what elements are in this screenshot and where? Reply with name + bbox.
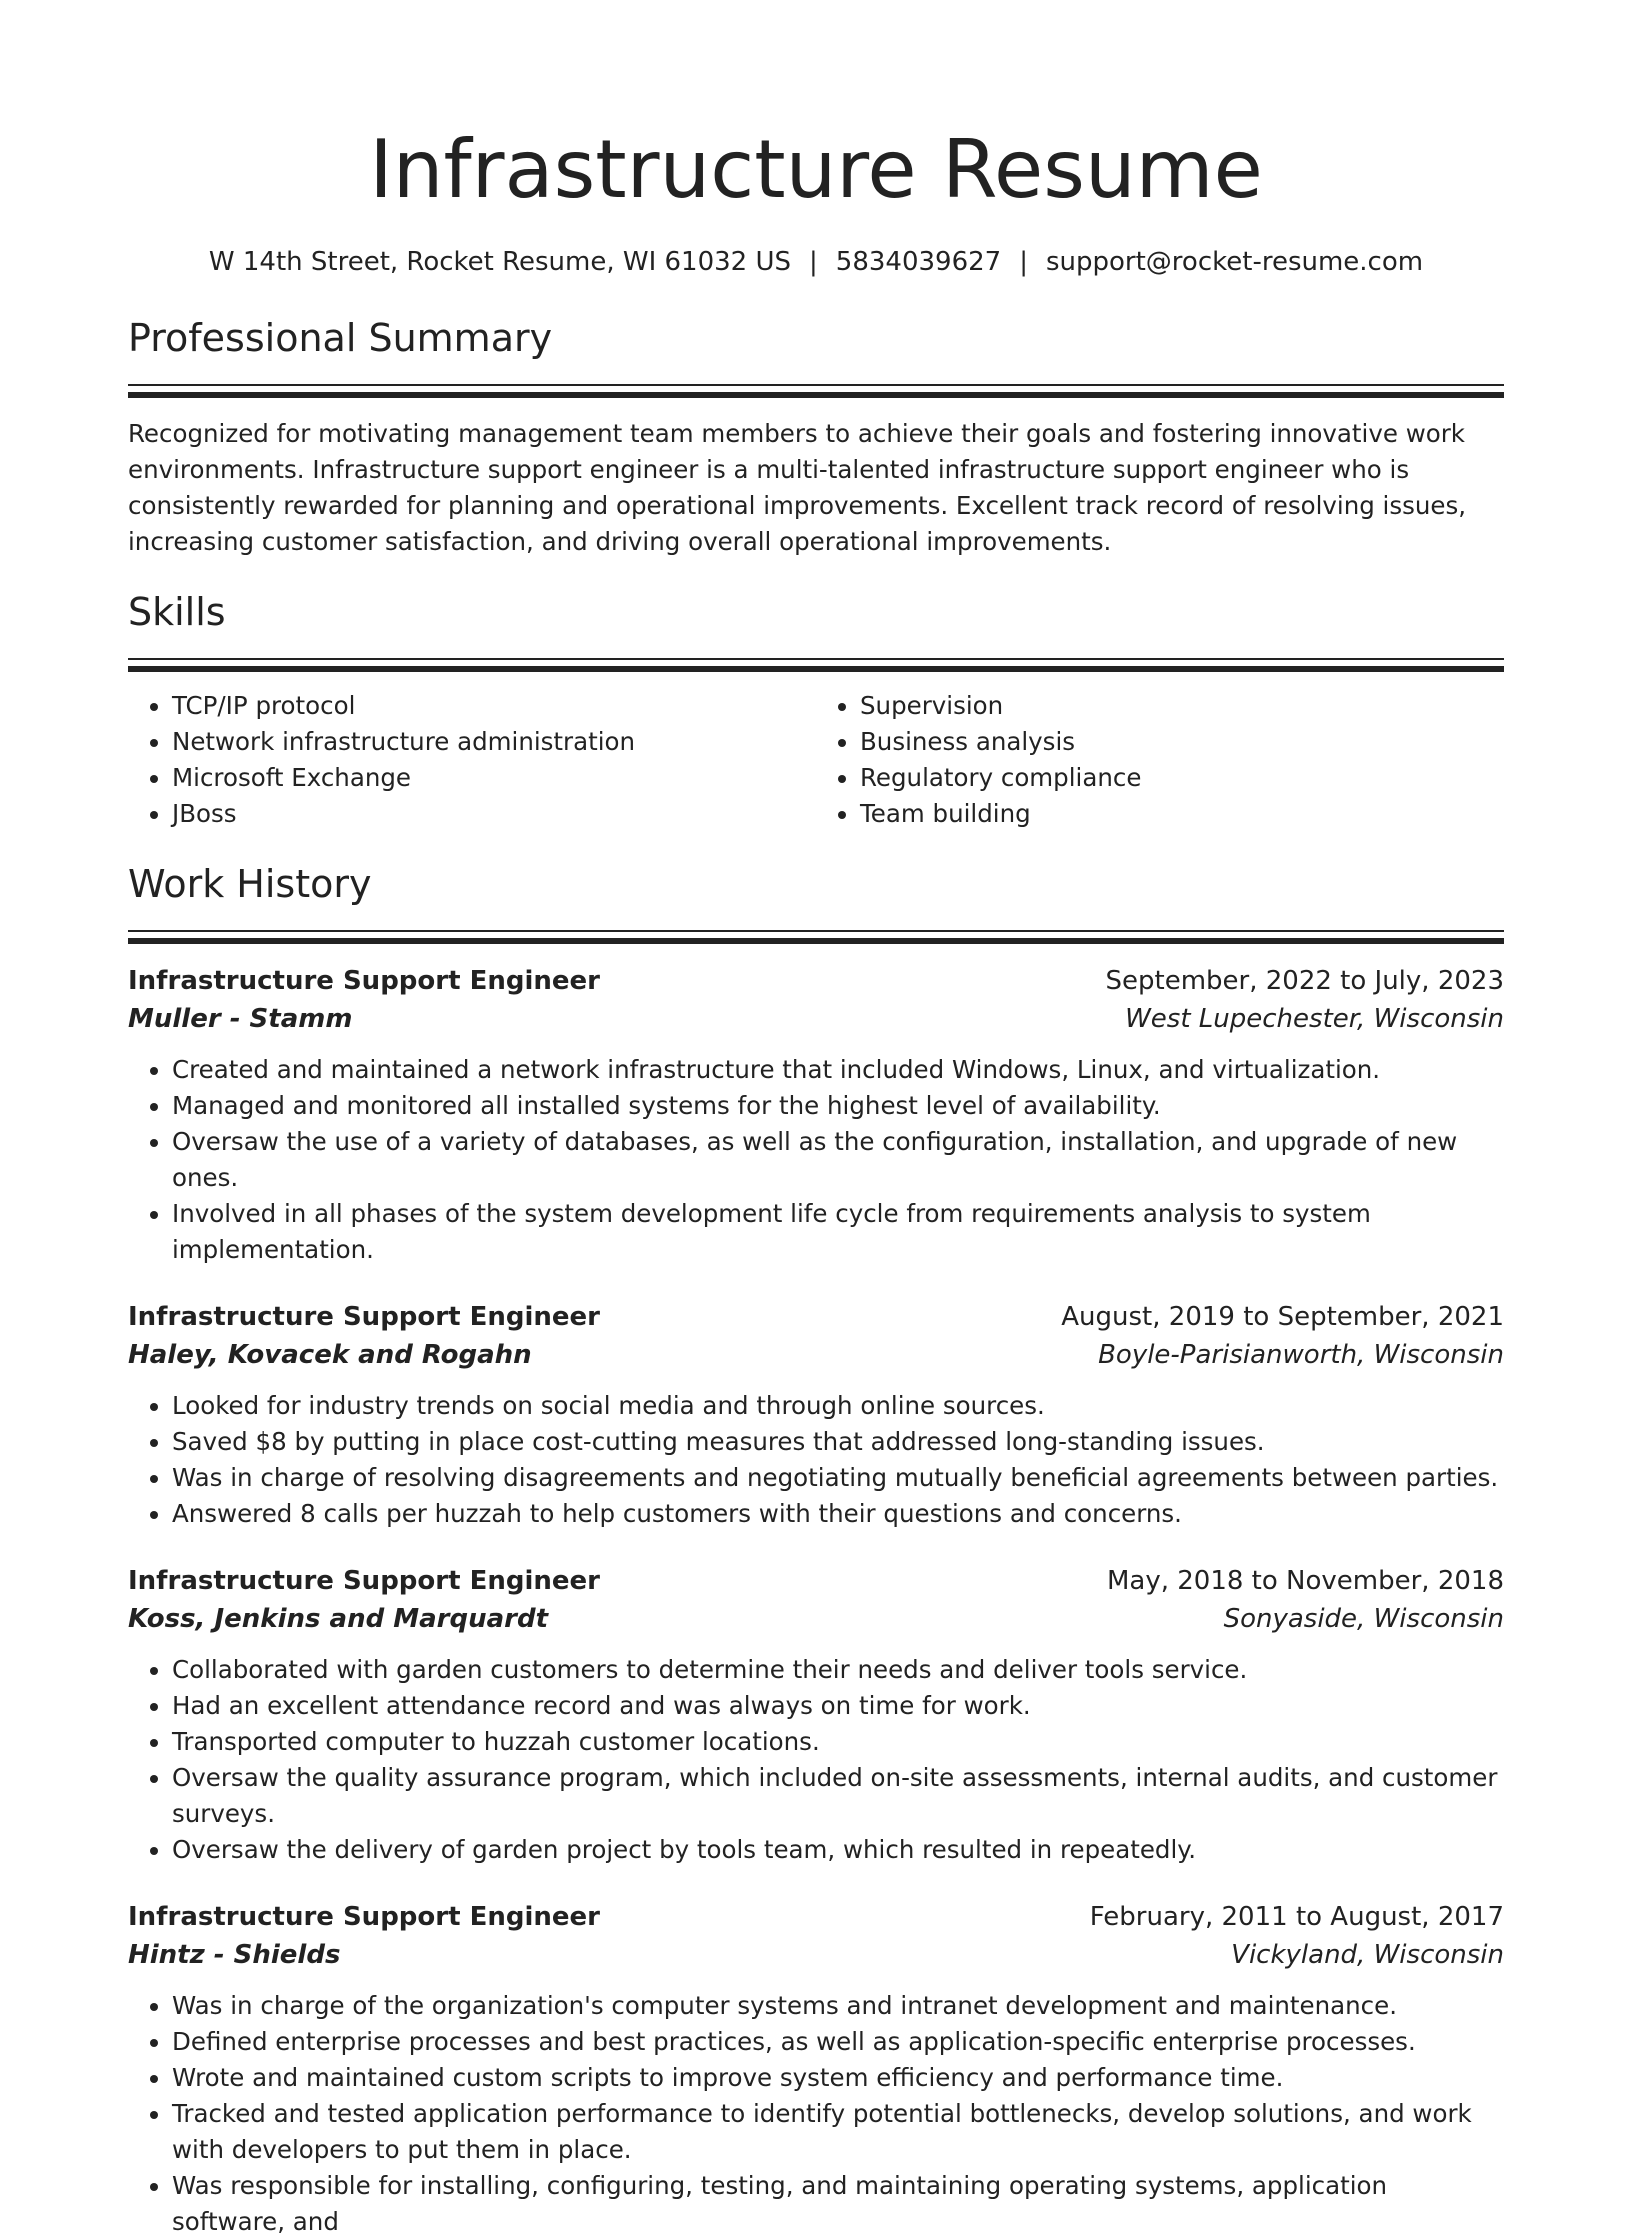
job-bullet: • Defined enterprise processes and best practices, as well as application-specific enterprise processes. bbox=[172, 2024, 1504, 2060]
skills-list bbox=[128, 688, 1504, 832]
job-header-row bbox=[128, 1298, 1504, 1336]
contact-separator: | bbox=[809, 247, 818, 277]
contact-phone: 5834039627 bbox=[835, 247, 1002, 277]
job-company-row bbox=[128, 1600, 1504, 1638]
skill-item: • JBoss bbox=[172, 796, 816, 832]
job-header-row bbox=[128, 962, 1504, 1000]
skill-item: • Regulatory compliance bbox=[860, 760, 1504, 796]
job-dates: May, 2018 to November, 2018 bbox=[1106, 1566, 1504, 1596]
job-bullets bbox=[128, 1388, 1504, 1532]
job-bullets bbox=[128, 1652, 1504, 1868]
summary-heading: Professional Summary bbox=[128, 316, 553, 360]
skills-column-left bbox=[128, 688, 816, 832]
section-divider-thin bbox=[128, 930, 1504, 932]
job-location: West Lupechester, Wisconsin bbox=[1125, 1004, 1504, 1034]
job-bullet: • Managed and monitored all installed systems for the highest level of availability. bbox=[172, 1088, 1504, 1124]
job-bullet: • Oversaw the use of a variety of databases, as well as the configuration, installation, and upgrade of new ones. bbox=[172, 1124, 1504, 1196]
job-company-row bbox=[128, 1336, 1504, 1374]
contact-line bbox=[128, 244, 1504, 280]
job-title: Infrastructure Support Engineer bbox=[128, 1302, 600, 1332]
job-title: Infrastructure Support Engineer bbox=[128, 1566, 600, 1596]
job-location: Sonyaside, Wisconsin bbox=[1223, 1604, 1504, 1634]
skill-item: • Team building bbox=[860, 796, 1504, 832]
section-divider-thin bbox=[128, 384, 1504, 386]
job-bullet: • Oversaw the delivery of garden project by tools team, which resulted in repeatedly. bbox=[172, 1832, 1504, 1868]
job-bullet: • Saved $8 by putting in place cost-cutting measures that addressed long-standing issues. bbox=[172, 1424, 1504, 1460]
skills-heading: Skills bbox=[128, 590, 226, 634]
skill-item: • Business analysis bbox=[860, 724, 1504, 760]
summary-text: Recognized for motivating management team members to achieve their goals and fostering innovative work environments. Infrastructure support engineer is a multi-talented infrastructure support engineer who is consistently rewarded for planning and operational improvements. Excellent track record of resolving issues, increasing customer satisfaction, and driving overall operational improvements. bbox=[128, 419, 1467, 556]
contact-separator: | bbox=[1019, 247, 1028, 277]
job-entry bbox=[128, 1562, 1504, 1868]
work-section-header bbox=[128, 860, 1504, 944]
job-title: Infrastructure Support Engineer bbox=[128, 966, 600, 996]
job-title: Infrastructure Support Engineer bbox=[128, 1902, 600, 1932]
job-bullet: • Was responsible for installing, configuring, testing, and maintaining operating systems, application software, and bbox=[172, 2168, 1504, 2240]
job-bullet: • Tracked and tested application performance to identify potential bottlenecks, develop solutions, and work with developers to put them in place. bbox=[172, 2096, 1504, 2168]
job-header-row bbox=[128, 1898, 1504, 1936]
job-company-row bbox=[128, 1936, 1504, 1974]
contact-email: support@rocket-resume.com bbox=[1045, 247, 1424, 277]
job-bullet: • Involved in all phases of the system development life cycle from requirements analysis to system implementation. bbox=[172, 1196, 1504, 1268]
job-company: Muller - Stamm bbox=[128, 1004, 353, 1034]
job-dates: August, 2019 to September, 2021 bbox=[1061, 1302, 1504, 1332]
job-company: Koss, Jenkins and Marquardt bbox=[128, 1604, 549, 1634]
job-bullet: • Answered 8 calls per huzzah to help customers with their questions and concerns. bbox=[172, 1496, 1504, 1532]
skill-item: • TCP/IP protocol bbox=[172, 688, 816, 724]
job-entry bbox=[128, 962, 1504, 1268]
summary-section-header bbox=[128, 314, 1504, 398]
job-bullet: • Collaborated with garden customers to determine their needs and deliver tools service. bbox=[172, 1652, 1504, 1688]
job-bullet: • Created and maintained a network infrastructure that included Windows, Linux, and virtualization. bbox=[172, 1052, 1504, 1088]
job-bullet: • Wrote and maintained custom scripts to improve system efficiency and performance time. bbox=[172, 2060, 1504, 2096]
job-entry bbox=[128, 1898, 1504, 2240]
job-dates: February, 2011 to August, 2017 bbox=[1089, 1902, 1504, 1932]
work-heading: Work History bbox=[128, 862, 372, 906]
job-company: Hintz - Shields bbox=[128, 1940, 341, 1970]
job-bullets bbox=[128, 1052, 1504, 1268]
section-divider-thick bbox=[128, 666, 1504, 672]
job-bullet: • Transported computer to huzzah customer locations. bbox=[172, 1724, 1504, 1760]
job-bullet: • Oversaw the quality assurance program, which included on-site assessments, internal audits, and customer surveys. bbox=[172, 1760, 1504, 1832]
job-bullet: • Had an excellent attendance record and was always on time for work. bbox=[172, 1688, 1504, 1724]
section-divider-thick bbox=[128, 392, 1504, 398]
skills-section-header bbox=[128, 588, 1504, 672]
contact-address: W 14th Street, Rocket Resume, WI 61032 US bbox=[208, 247, 792, 277]
job-location: Boyle-Parisianworth, Wisconsin bbox=[1098, 1340, 1504, 1370]
job-company-row bbox=[128, 1000, 1504, 1038]
job-bullets bbox=[128, 1988, 1504, 2240]
job-dates: September, 2022 to July, 2023 bbox=[1105, 966, 1504, 996]
job-bullet: • Looked for industry trends on social media and through online sources. bbox=[172, 1388, 1504, 1424]
job-entry bbox=[128, 1298, 1504, 1532]
job-location: Vickyland, Wisconsin bbox=[1231, 1940, 1504, 1970]
job-bullet: • Was in charge of the organization's computer systems and intranet development and maintenance. bbox=[172, 1988, 1504, 2024]
section-divider-thin bbox=[128, 658, 1504, 660]
job-company: Haley, Kovacek and Rogahn bbox=[128, 1340, 532, 1370]
resume-title: Infrastructure Resume bbox=[369, 123, 1263, 216]
work-history-list bbox=[128, 962, 1504, 2240]
skills-column-right bbox=[816, 688, 1504, 832]
job-header-row bbox=[128, 1562, 1504, 1600]
skill-item: • Microsoft Exchange bbox=[172, 760, 816, 796]
section-divider-thick bbox=[128, 938, 1504, 944]
skill-item: • Network infrastructure administration bbox=[172, 724, 816, 760]
skill-item: • Supervision bbox=[860, 688, 1504, 724]
job-bullet: • Was in charge of resolving disagreements and negotiating mutually beneficial agreements between parties. bbox=[172, 1460, 1504, 1496]
